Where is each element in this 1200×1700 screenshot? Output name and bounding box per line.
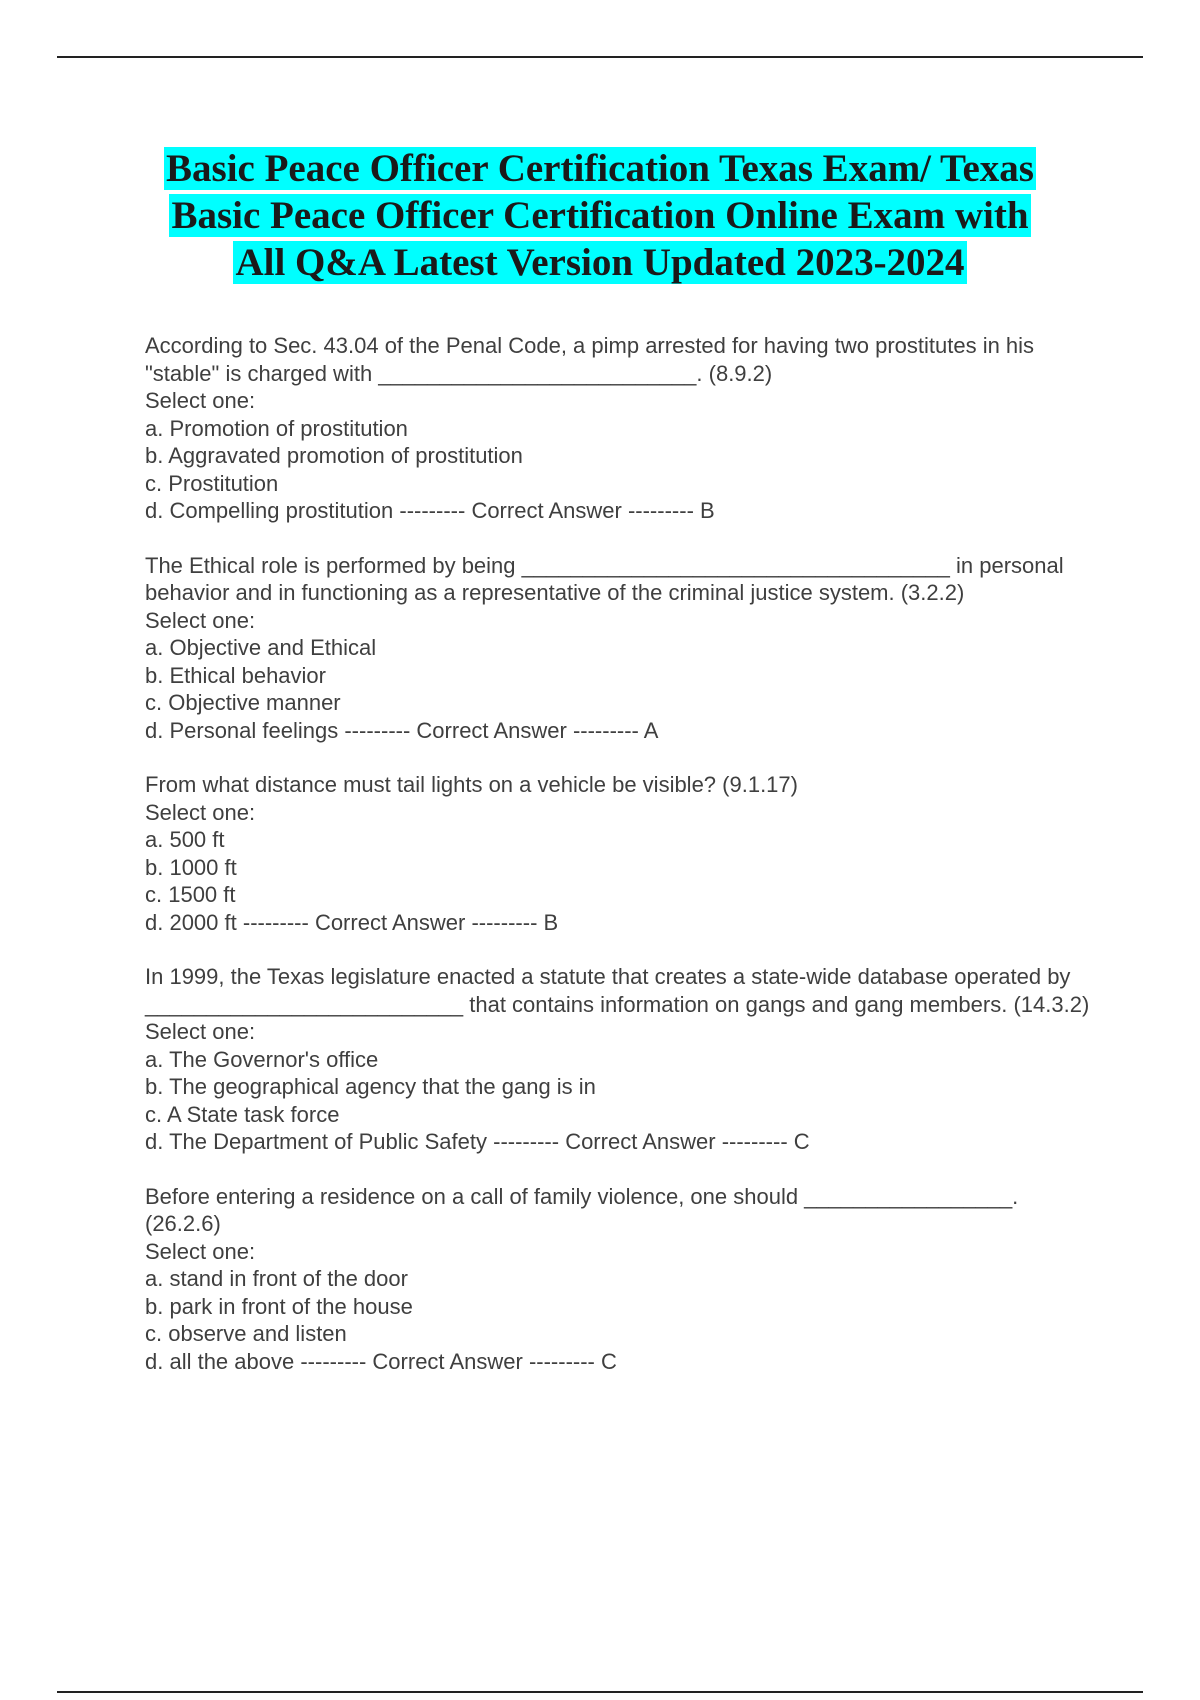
option-d-with-answer <box>145 1348 1090 1376</box>
option-d: d. all the above <box>145 1348 295 1374</box>
option-c: c. observe and listen <box>145 1321 347 1346</box>
correct-answer-label: Correct Answer <box>565 1129 716 1154</box>
select-one-label: Select one: <box>145 607 256 633</box>
correct-answer-letter: B <box>543 909 559 935</box>
option-b: b. Aggravated promotion of prostitution <box>145 443 523 468</box>
select-one-label: Select one: <box>145 388 256 413</box>
option-d: d. Personal feelings <box>145 717 339 743</box>
question-text: In 1999, the Texas legislature enacted a statute that creates a state-wide database operated by __________________________ that contains information on gangs and gang members. (14.3.2) <box>145 964 1090 1017</box>
option-d: d. 2000 ft <box>145 909 237 935</box>
select-one-label: Select one: <box>145 1019 256 1044</box>
document-title <box>80 145 1120 286</box>
question-block <box>145 963 1090 1156</box>
separator: --------- <box>399 498 466 523</box>
separator: --------- <box>242 909 309 935</box>
question-block <box>145 332 1090 525</box>
correct-answer-label: Correct Answer <box>314 909 466 935</box>
option-d-with-answer <box>145 717 1090 745</box>
option-d-with-answer <box>145 1128 1090 1156</box>
option-c: c. Prostitution <box>145 470 279 496</box>
title-line-3: All Q&A Latest Version Updated 2023-2024 <box>235 241 965 284</box>
separator: --------- <box>627 498 694 523</box>
correct-answer-letter: B <box>700 498 715 523</box>
option-a: a. stand in front of the door <box>145 1266 408 1291</box>
option-a: a. Promotion of prostitution <box>145 415 408 441</box>
option-b: b. Ethical behavior <box>145 662 326 688</box>
correct-answer-letter: C <box>793 1129 810 1154</box>
option-b: b. 1000 ft <box>145 854 237 880</box>
bottom-rule <box>57 1691 1143 1693</box>
correct-answer-letter: C <box>601 1348 617 1374</box>
select-one-label: Select one: <box>145 1238 256 1264</box>
question-text: Before entering a residence on a call of family violence, one should _________________. (26.2.6) <box>145 1183 1019 1236</box>
question-text: The Ethical role is performed by being ___________________________________ in personal behavior and in functioning as a representative of the criminal justice system. (3.2.2) <box>145 552 1064 605</box>
option-c: c. 1500 ft <box>145 882 236 907</box>
option-c: c. A State task force <box>145 1101 340 1127</box>
option-d-with-answer <box>145 909 1090 937</box>
separator: --------- <box>344 717 411 743</box>
separator: --------- <box>572 717 639 743</box>
separator: --------- <box>300 1348 367 1374</box>
question-block <box>145 1183 1090 1376</box>
option-d: d. Compelling prostitution <box>145 498 394 523</box>
separator: --------- <box>471 909 538 935</box>
title-line-1: Basic Peace Officer Certification Texas Exam/ Texas <box>166 147 1034 190</box>
correct-answer-label: Correct Answer <box>471 498 622 523</box>
correct-answer-label: Correct Answer <box>416 717 567 743</box>
question-text: From what distance must tail lights on a vehicle be visible? (9.1.17) <box>145 772 798 797</box>
correct-answer-label: Correct Answer <box>372 1348 523 1374</box>
separator: --------- <box>493 1129 560 1154</box>
question-text: According to Sec. 43.04 of the Penal Code, a pimp arrested for having two prostitutes in his "stable" is charged with __________________________. (8.9.2) <box>145 333 1035 386</box>
select-one-label: Select one: <box>145 799 256 825</box>
option-a: a. The Governor's office <box>145 1046 379 1072</box>
separator: --------- <box>528 1348 595 1374</box>
correct-answer-letter: A <box>643 717 659 743</box>
top-rule <box>57 56 1143 58</box>
option-c: c. Objective manner <box>145 690 341 715</box>
option-a: a. 500 ft <box>145 827 225 852</box>
option-b: b. The geographical agency that the gang is in <box>145 1074 596 1099</box>
option-d: d. The Department of Public Safety <box>145 1129 487 1154</box>
option-b: b. park in front of the house <box>145 1293 413 1319</box>
title-line-2: Basic Peace Officer Certification Online Exam with <box>171 194 1029 237</box>
question-block <box>145 771 1090 936</box>
separator: --------- <box>721 1129 788 1154</box>
option-d-with-answer <box>145 497 1090 525</box>
questions-list <box>145 332 1090 1402</box>
question-block <box>145 552 1090 745</box>
option-a: a. Objective and Ethical <box>145 635 377 660</box>
